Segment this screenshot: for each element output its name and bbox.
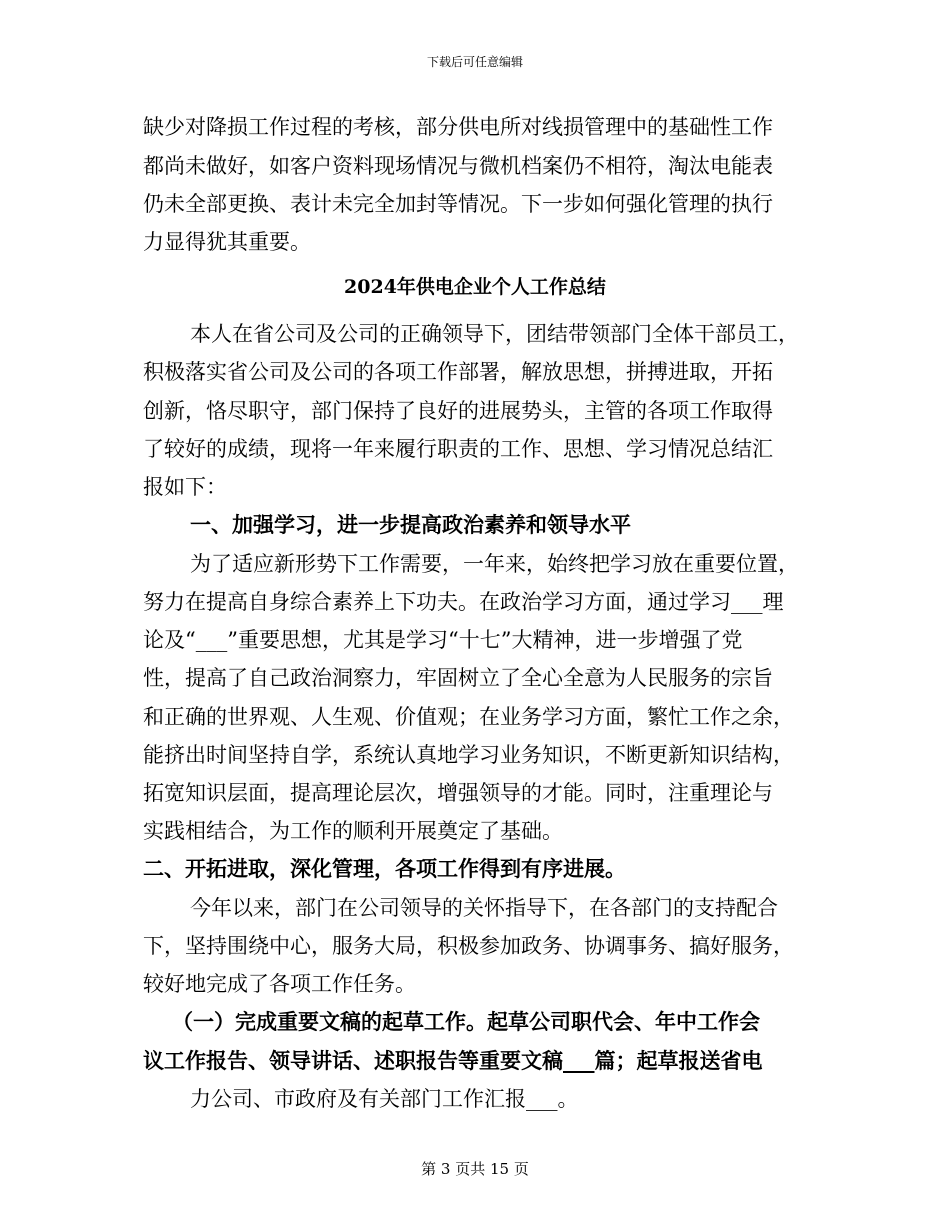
section1-line: 拓宽知识层面，提高理论层次，增强领导的才能。同时，注重理论与 — [143, 781, 773, 805]
intro-line: 本人在省公司及公司的正确领导下，团结带领部门全体干部员工， — [190, 322, 799, 346]
section1-line: 为了适应新形势下工作需要，一年来，始终把学习放在重要位置， — [190, 552, 799, 576]
intro-line: 了较好的成绩，现将一年来履行职责的工作、思想、学习情况总结汇 — [143, 437, 773, 461]
section1-line: 努力在提高自身综合素养上下功夫。在政治学习方面，通过学习___理 — [143, 590, 784, 614]
body-line: 力显得犹其重要。 — [143, 230, 311, 254]
body-line: 都尚未做好，如客户资料现场情况与微机档案仍不相符，淘汰电能表 — [143, 154, 773, 178]
subsection1-line: （一）完成重要文稿的起草工作。起草公司职代会、年中工作会 — [172, 1009, 760, 1034]
page-header: 下载后可任意编辑 — [426, 55, 523, 69]
section2-line: 下，坚持围绕中心，服务大局，积极参加政务、协调事务、搞好服务， — [143, 934, 794, 958]
body-line: 缺少对降损工作过程的考核，部分供电所对线损管理中的基础性工作 — [143, 115, 773, 139]
document-title: 2024年供电企业个人工作总结 — [344, 276, 606, 298]
subsection1-line: 议工作报告、领导讲话、述职报告等重要文稿___篇；起草报送省电 — [143, 1048, 763, 1073]
section2-line: 今年以来，部门在公司领导的关怀指导下，在各部门的支持配合 — [190, 896, 778, 920]
section1-line: 能挤出时间坚持自学，系统认真地学习业务知识，不断更新知识结构， — [143, 743, 794, 767]
section1-line: 性，提高了自己政治洞察力，牢固树立了全心全意为人民服务的宗旨 — [143, 666, 773, 690]
intro-line: 积极落实省公司及公司的各项工作部署，解放思想，拼搏进取，开拓 — [143, 360, 773, 384]
section1-heading: 一、加强学习，进一步提高政治素养和领导水平 — [190, 512, 631, 537]
section2-heading: 二、开拓进取，深化管理，各项工作得到有序进展。 — [143, 856, 626, 881]
intro-line: 报如下： — [143, 475, 227, 499]
last-line: 力公司、市政府及有关部门工作汇报___。 — [190, 1087, 579, 1111]
body-line: 仍未全部更换、表计未完全加封等情况。下一步如何强化管理的执行 — [143, 192, 773, 216]
section1-line: 和正确的世界观、人生观、价值观；在业务学习方面，繁忙工作之余， — [143, 705, 794, 729]
page-footer: 第 3 页共 15 页 — [421, 1160, 529, 1178]
section1-line: 论及“___”重要思想，尤其是学习“十七”大精神，进一步增强了党 — [143, 628, 743, 652]
intro-line: 创新，恪尽职守，部门保持了良好的进展势头，主管的各项工作取得 — [143, 399, 773, 423]
section1-line: 实践相结合，为工作的顺利开展奠定了基础。 — [143, 819, 563, 843]
section2-line: 较好地完成了各项工作任务。 — [143, 972, 416, 996]
